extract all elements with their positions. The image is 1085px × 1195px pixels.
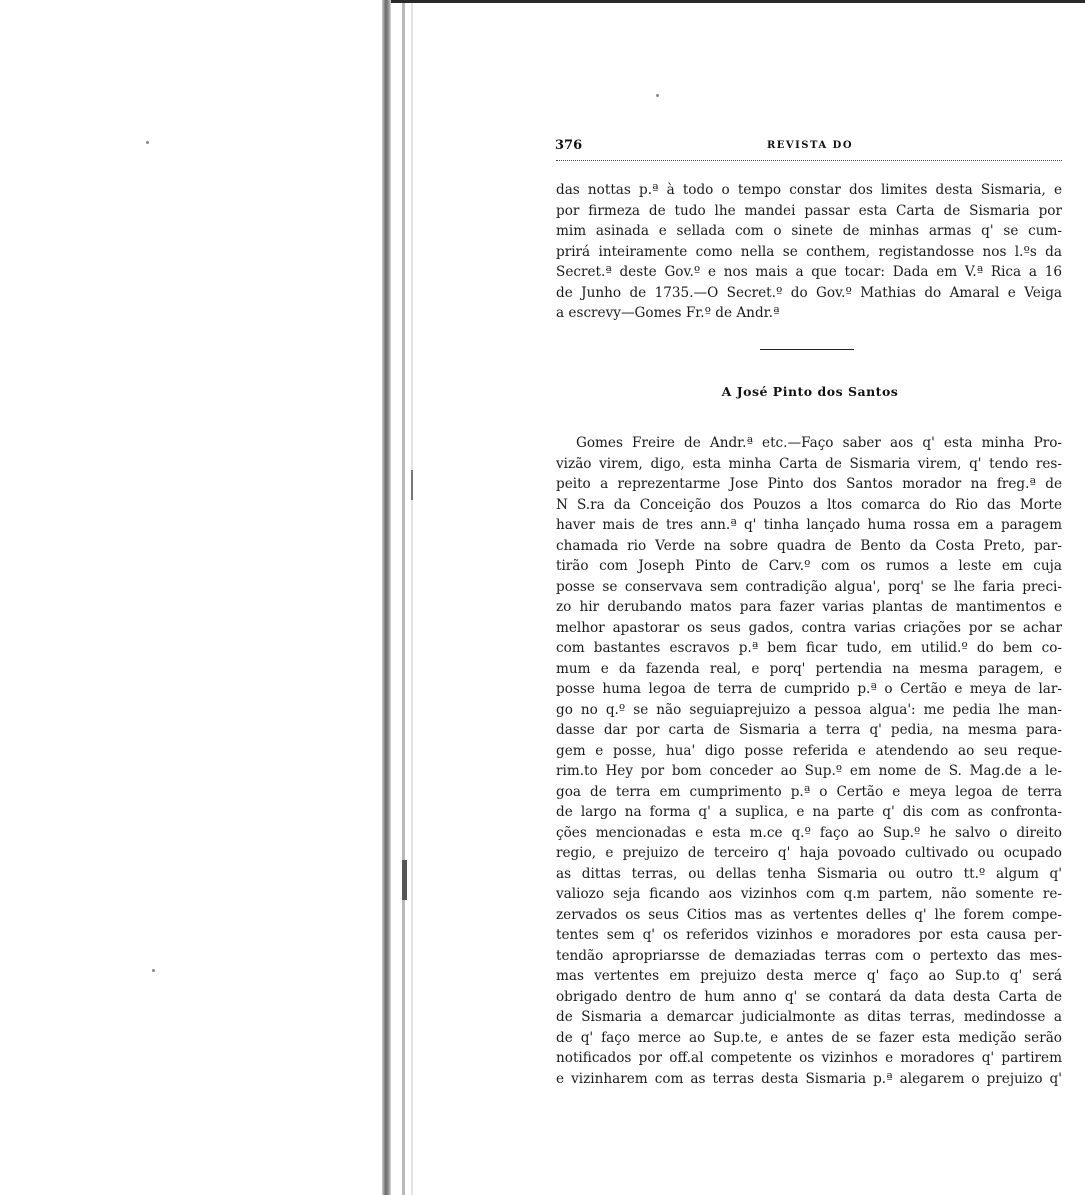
text-line: zo hir derubando matos para fazer varias plantas de mantimentos e bbox=[556, 599, 1062, 615]
text-line: mas vertentes em prejuizo desta merce q' faço ao Sup.to q' será bbox=[556, 968, 1062, 984]
text-line: vizão virem, digo, esta minha Carta de Sismaria virem, q' tendo res- bbox=[556, 455, 1062, 472]
text-line: dasse dar por carta de Sismaria a terra q' pedia, na mesma para- bbox=[556, 722, 1062, 738]
text-line: posse se conservava sem contradição algua', porq' se lhe faria preci- bbox=[556, 578, 1062, 595]
text-line: peito a reprezentarme Jose Pinto dos Santos morador na freg.ª de bbox=[556, 476, 1062, 492]
text-line: mum e da fazenda real, e porq' pertendia na mesma paragem, e bbox=[556, 660, 1062, 677]
running-head: REVISTA DO bbox=[766, 140, 854, 151]
text-line: as dittas terras, ou dellas tenha Sismaria ou outro tt.º algum q' bbox=[556, 865, 1062, 882]
text-line: rim.to Hey por bom conceder ao Sup.º em nome de S. Mag.de a le- bbox=[556, 763, 1062, 779]
text-line: a escrevy—Gomes Fr.º de Andr.ª bbox=[556, 305, 780, 321]
scan-speck bbox=[146, 141, 149, 144]
text-line: prirá inteiramente como nella se conthem, registandosse nos l.ºs da bbox=[556, 243, 1062, 260]
text-line: tendão apropriarsse de demaziadas terras com o pertexto das mes- bbox=[556, 947, 1062, 964]
text-line: tirão com Joseph Pinto de Carv.º com os rumos a leste em cuja bbox=[556, 558, 1062, 574]
text-line: de largo na forma q' a suplica, e na parte q' dis com as confronta- bbox=[556, 804, 1062, 820]
scan-speck bbox=[152, 969, 155, 972]
page-number: 376 bbox=[555, 138, 583, 153]
text-line: gem e posse, hua' digo posse referida e atendendo ao seu reque- bbox=[556, 742, 1062, 759]
text-line: obrigado dentro de hum anno q' se contará da data desta Carta de bbox=[556, 988, 1062, 1005]
text-line: de q' faço merce ao Sup.te, e antes de se fazer esta medição serão bbox=[556, 1029, 1062, 1046]
text-line: tentes sem q' os referidos vizinhos e moradores por esta causa per- bbox=[556, 927, 1062, 943]
text-line: e vizinharem com as terras desta Sismaria p.ª alegarem o prejuizo q' bbox=[556, 1070, 1062, 1087]
header-rule bbox=[556, 160, 1062, 161]
text-line: N S.ra da Conceição dos Pouzos a ltos comarca do Rio das Morte bbox=[556, 496, 1062, 513]
text-line: zervados os seus Citios mas as vertentes delles q' lhe forem compe- bbox=[556, 906, 1062, 923]
text-line: de Junho de 1735.—O Secret.º do Gov.º Mathias do Amaral e Veiga bbox=[556, 284, 1062, 301]
binding-shadow bbox=[382, 0, 391, 1195]
text-line: de Sismaria a demarcar judicialmonte as ditas terras, medindosse a bbox=[556, 1009, 1062, 1025]
text-line: mim asinada e sellada com o sinete de minhas armas q' se cum- bbox=[556, 223, 1062, 239]
text-line: ções mencionadas e esta m.ce q.º faço ao Sup.º he salvo o direito bbox=[556, 824, 1062, 841]
binding-line bbox=[402, 0, 405, 1195]
paragraph-1 bbox=[556, 180, 1062, 324]
text-line: melhor apastorar os seus gados, contra varias criações por se achar bbox=[556, 619, 1062, 636]
section-title: A José Pinto dos Santos bbox=[721, 384, 899, 399]
text-line: go no q.º se não seguiaprejuizo a pessoa algua': me pedia lhe man- bbox=[556, 701, 1062, 718]
text-line: goa de terra em cumprimento p.ª o Certão e meya legoa de terra bbox=[556, 783, 1062, 800]
text-line: haver mais de tres ann.ª q' tinha lançado huma rossa em a paragem bbox=[556, 517, 1062, 533]
text-line: das nottas p.ª à todo o tempo constar dos limites desta Sismaria, e bbox=[556, 182, 1062, 198]
text-line: regio, e prejuizo de terceiro q' haja povoado cultivado ou ocupado bbox=[556, 845, 1062, 861]
scan-mark bbox=[402, 860, 407, 900]
binding-line-light bbox=[411, 0, 413, 1195]
scan-speck bbox=[656, 94, 659, 97]
text-line: valiozo seja ficando aos vizinhos com q.m partem, não somente re- bbox=[556, 886, 1062, 902]
text-line: chamada rio Verde na sobre quadra de Bento da Costa Preto, par- bbox=[556, 537, 1062, 554]
section-separator bbox=[760, 349, 854, 350]
text-line: por firmeza de tudo lhe mandei passar esta Carta de Sismaria por bbox=[556, 202, 1062, 219]
page-top-edge bbox=[391, 0, 1085, 3]
text-line: posse huma legoa de terra de cumprido p.ª o Certão e meya de lar- bbox=[556, 681, 1062, 697]
scan-mark bbox=[411, 470, 413, 500]
text-line: Secret.ª deste Gov.º e nos mais a que tocar: Dada em V.ª Rica a 16 bbox=[556, 264, 1062, 280]
text-line: notificados por off.al competente os vizinhos e moradores q' partirem bbox=[556, 1050, 1062, 1066]
paragraph-2 bbox=[556, 433, 1062, 1089]
text-line: com bastantes escravos p.ª bem ficar tudo, em utilid.º do bem co- bbox=[556, 640, 1062, 656]
text-line: Gomes Freire de Andr.ª etc.—Faço saber aos q' esta minha Pro- bbox=[576, 435, 1062, 451]
